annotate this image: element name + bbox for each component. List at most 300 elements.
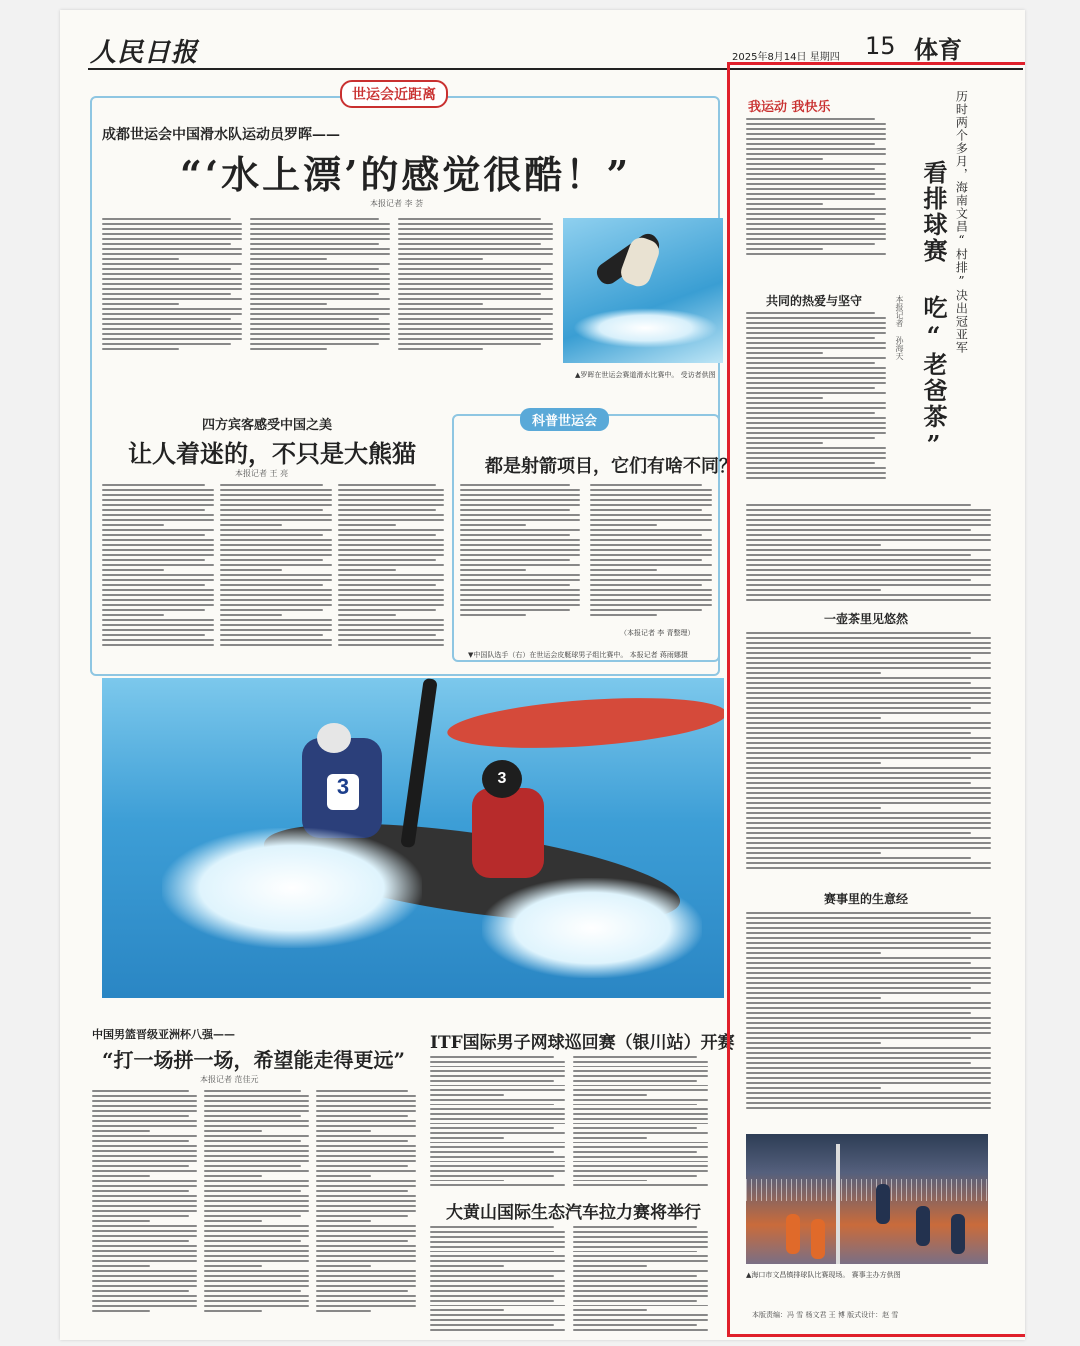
text-line <box>220 529 332 531</box>
text-line <box>746 972 991 974</box>
text-line <box>102 574 214 576</box>
text-line <box>590 499 712 501</box>
player-orange-2 <box>811 1219 825 1259</box>
text-line <box>250 228 390 230</box>
text-line <box>746 772 991 774</box>
text-line <box>92 1305 197 1307</box>
text-line <box>746 862 991 864</box>
canoe-polo-photo <box>102 678 724 998</box>
text-line <box>430 1070 565 1072</box>
story1-kicker: 成都世运会中国滑水队运动员罗晖—— <box>102 127 340 143</box>
text-line <box>250 253 390 255</box>
text-line <box>746 118 875 120</box>
text-line <box>316 1285 416 1287</box>
text-line <box>102 288 242 290</box>
text-line <box>460 534 570 536</box>
column-tag: 我运动 我快乐 <box>748 100 831 115</box>
text-line <box>102 484 205 486</box>
text-line <box>338 519 444 521</box>
text-line <box>204 1270 309 1272</box>
text-line <box>92 1190 189 1192</box>
text-line <box>746 569 991 571</box>
text-line <box>746 128 886 130</box>
story4-text-col1 <box>430 1056 565 1186</box>
explainer-signature: （本报记者 李 青整理） <box>620 629 695 637</box>
article-text-block-1 <box>746 312 886 502</box>
text-line <box>573 1099 708 1101</box>
text-line <box>398 273 553 275</box>
text-line <box>460 549 580 551</box>
text-line <box>590 539 712 541</box>
text-line <box>430 1275 554 1277</box>
text-line <box>92 1145 197 1147</box>
text-line <box>398 328 553 330</box>
text-line <box>746 183 886 185</box>
explainer-text-col1 <box>460 484 580 622</box>
text-line <box>746 509 991 511</box>
text-line <box>746 347 886 349</box>
text-line <box>430 1255 565 1257</box>
text-line <box>338 624 444 626</box>
text-line <box>430 1236 565 1238</box>
text-line <box>102 634 205 636</box>
text-line <box>573 1061 708 1063</box>
text-line <box>92 1280 197 1282</box>
text-line <box>92 1125 197 1127</box>
text-line <box>590 604 712 606</box>
text-line <box>460 484 570 486</box>
text-line <box>746 524 991 526</box>
text-line <box>590 574 712 576</box>
text-line <box>746 642 991 644</box>
text-line <box>746 1097 991 1099</box>
text-line <box>220 574 332 576</box>
text-line <box>204 1250 309 1252</box>
text-line <box>746 312 875 314</box>
text-line <box>398 258 483 260</box>
kayak-photo-caption: ▼中国队选手（右）在世运会皮艇球男子组比赛中。 本报记者 蒋雨娜摄 <box>468 651 688 659</box>
text-line <box>316 1195 416 1197</box>
text-line <box>746 193 875 195</box>
text-line <box>746 822 991 824</box>
text-line <box>102 519 214 521</box>
water-wake <box>573 308 718 348</box>
text-line <box>204 1245 309 1247</box>
text-line <box>430 1290 565 1292</box>
text-line <box>338 619 444 621</box>
text-line <box>92 1310 150 1312</box>
text-line <box>102 559 205 561</box>
text-line <box>746 722 991 724</box>
text-line <box>430 1300 554 1302</box>
text-line <box>92 1215 189 1217</box>
text-line <box>573 1066 708 1068</box>
text-line <box>398 223 553 225</box>
text-line <box>316 1120 416 1122</box>
text-line <box>590 549 712 551</box>
text-line <box>398 303 483 305</box>
text-line <box>92 1265 150 1267</box>
text-line <box>746 702 991 704</box>
text-line <box>746 957 991 959</box>
text-line <box>102 489 214 491</box>
text-line <box>102 539 214 541</box>
story5-text-col1 <box>430 1226 565 1331</box>
text-line <box>746 352 823 354</box>
text-line <box>250 318 379 320</box>
text-line <box>746 857 971 859</box>
text-line <box>398 293 541 295</box>
text-line <box>746 422 886 424</box>
text-line <box>204 1200 309 1202</box>
text-line <box>746 327 886 329</box>
text-line <box>204 1120 309 1122</box>
text-line <box>573 1184 708 1186</box>
text-line <box>746 188 886 190</box>
text-line <box>746 697 991 699</box>
text-line <box>250 348 327 350</box>
article-subhead-2: 一壶茶里见悠然 <box>824 612 909 626</box>
text-line <box>338 629 444 631</box>
text-line <box>102 328 242 330</box>
text-line <box>430 1056 554 1058</box>
text-line <box>573 1137 647 1139</box>
text-line <box>398 308 553 310</box>
text-line <box>204 1215 301 1217</box>
player-navy-2 <box>916 1206 930 1246</box>
text-line <box>204 1145 309 1147</box>
text-line <box>573 1226 697 1228</box>
text-line <box>338 584 436 586</box>
text-line <box>92 1170 197 1172</box>
text-line <box>746 248 823 250</box>
text-line <box>220 629 332 631</box>
text-line <box>398 253 553 255</box>
text-line <box>746 987 971 989</box>
text-line <box>573 1285 708 1287</box>
text-line <box>746 967 991 969</box>
story3-kicker: 中国男篮晋级亚洲杯八强—— <box>92 1028 235 1041</box>
text-line <box>746 534 991 536</box>
text-line <box>220 504 332 506</box>
text-line <box>746 812 991 814</box>
text-line <box>573 1324 697 1326</box>
text-line <box>746 432 886 434</box>
text-line <box>746 554 971 556</box>
text-line <box>746 243 875 245</box>
text-line <box>250 308 390 310</box>
text-line <box>746 467 886 469</box>
text-line <box>746 213 886 215</box>
text-line <box>746 1062 971 1064</box>
text-line <box>316 1175 371 1177</box>
text-line <box>338 554 444 556</box>
text-line <box>92 1185 197 1187</box>
text-line <box>220 559 323 561</box>
text-line <box>746 1102 991 1104</box>
text-line <box>746 208 886 210</box>
text-line <box>460 584 570 586</box>
text-line <box>573 1319 708 1321</box>
text-line <box>746 952 881 954</box>
text-line <box>590 544 712 546</box>
text-line <box>338 574 444 576</box>
text-line <box>746 762 881 764</box>
text-line <box>220 594 332 596</box>
text-line <box>430 1137 504 1139</box>
text-line <box>590 509 702 511</box>
text-line <box>338 594 444 596</box>
text-line <box>102 504 214 506</box>
text-line <box>102 494 214 496</box>
text-line <box>102 278 242 280</box>
text-line <box>430 1251 554 1253</box>
text-line <box>460 579 580 581</box>
text-line <box>430 1265 504 1267</box>
text-line <box>590 559 702 561</box>
text-line <box>746 218 875 220</box>
text-line <box>746 977 991 979</box>
text-line <box>338 604 444 606</box>
text-line <box>220 634 323 636</box>
text-line <box>573 1305 708 1307</box>
volleyball-photo-caption: ▲海口市文昌镇排球队比赛现场。 赛事主办方供图 <box>746 1271 901 1279</box>
text-line <box>573 1151 697 1153</box>
text-line <box>316 1180 416 1182</box>
text-line <box>746 942 991 944</box>
player-blue-helmet <box>317 723 351 753</box>
text-line <box>102 604 214 606</box>
text-line <box>102 629 214 631</box>
text-line <box>204 1275 309 1277</box>
text-line <box>746 852 881 854</box>
article-subhead-3: 赛事里的生意经 <box>824 892 909 906</box>
text-line <box>746 372 886 374</box>
text-line <box>460 544 580 546</box>
text-line <box>92 1095 197 1097</box>
page-credits: 本版责编：冯 雪 杨文君 王 博 版式设计：赵 雪 <box>752 1311 899 1319</box>
text-line <box>573 1295 708 1297</box>
text-line <box>746 1072 991 1074</box>
text-line <box>746 1047 991 1049</box>
text-line <box>102 514 214 516</box>
text-line <box>92 1270 197 1272</box>
text-line <box>204 1095 309 1097</box>
text-line <box>746 727 991 729</box>
text-line <box>316 1145 416 1147</box>
text-line <box>220 484 323 486</box>
text-line <box>102 303 179 305</box>
text-line <box>92 1140 189 1142</box>
text-line <box>460 599 580 601</box>
text-line <box>398 323 553 325</box>
text-line <box>102 348 179 350</box>
text-line <box>746 564 991 566</box>
text-line <box>590 599 712 601</box>
text-line <box>220 589 332 591</box>
text-line <box>746 837 991 839</box>
text-line <box>430 1161 565 1163</box>
text-line <box>204 1090 301 1092</box>
text-line <box>746 1042 881 1044</box>
text-line <box>316 1125 416 1127</box>
text-line <box>746 447 886 449</box>
text-line <box>430 1089 565 1091</box>
text-line <box>398 318 541 320</box>
text-line <box>746 143 875 145</box>
text-line <box>102 569 164 571</box>
text-line <box>746 932 991 934</box>
text-line <box>92 1175 150 1177</box>
text-line <box>590 529 712 531</box>
text-line <box>573 1329 708 1331</box>
text-line <box>204 1155 309 1157</box>
story3-text-col3 <box>316 1090 416 1335</box>
text-line <box>746 867 991 869</box>
text-line <box>204 1170 309 1172</box>
text-line <box>92 1260 197 1262</box>
text-line <box>204 1295 309 1297</box>
text-line <box>338 609 436 611</box>
text-line <box>746 163 886 165</box>
text-line <box>102 639 214 641</box>
text-line <box>316 1090 408 1092</box>
text-line <box>746 253 886 255</box>
story3-text-col1 <box>92 1090 197 1335</box>
text-line <box>746 1002 991 1004</box>
text-line <box>573 1231 708 1233</box>
text-line <box>220 499 332 501</box>
text-line <box>220 639 332 641</box>
text-line <box>316 1205 416 1207</box>
article-text-block-3 <box>746 632 991 884</box>
text-line <box>590 594 712 596</box>
text-line <box>92 1195 197 1197</box>
text-line <box>746 752 991 754</box>
text-line <box>430 1226 554 1228</box>
text-line <box>220 619 332 621</box>
page-section: 体育 <box>914 35 962 64</box>
text-line <box>204 1235 309 1237</box>
story4-title: ITF国际男子网球巡回赛（银川站）开赛 <box>430 1033 735 1053</box>
text-line <box>102 313 242 315</box>
text-line <box>590 584 702 586</box>
text-line <box>204 1150 309 1152</box>
text-line <box>746 427 886 429</box>
text-line <box>102 579 214 581</box>
text-line <box>746 223 886 225</box>
text-line <box>460 554 580 556</box>
text-line <box>430 1080 554 1082</box>
text-line <box>338 549 444 551</box>
text-line <box>338 534 436 536</box>
text-line <box>92 1285 197 1287</box>
text-line <box>746 1037 971 1039</box>
text-line <box>430 1285 565 1287</box>
masthead-title: 人民日报 <box>90 38 199 68</box>
text-line <box>220 644 332 646</box>
text-line <box>220 554 332 556</box>
text-line <box>746 992 991 994</box>
text-line <box>746 1107 991 1109</box>
text-line <box>746 652 991 654</box>
text-line <box>316 1230 416 1232</box>
story1-byline: 本报记者 李 荟 <box>370 199 424 208</box>
text-line <box>460 509 570 511</box>
text-line <box>746 472 886 474</box>
text-line <box>746 519 991 521</box>
text-line <box>430 1260 565 1262</box>
text-line <box>338 484 436 486</box>
text-line <box>746 392 886 394</box>
player-red <box>472 788 544 878</box>
text-line <box>338 494 444 496</box>
text-line <box>746 133 886 135</box>
article-text-block-2 <box>746 504 991 604</box>
text-line <box>746 937 971 939</box>
text-line <box>573 1113 708 1115</box>
text-line <box>220 624 332 626</box>
text-line <box>746 158 823 160</box>
text-line <box>746 717 881 719</box>
text-line <box>573 1165 708 1167</box>
text-line <box>746 777 991 779</box>
story2-text-col2 <box>220 484 332 664</box>
text-line <box>573 1260 708 1262</box>
text-line <box>398 263 553 265</box>
story2-title: 让人着迷的，不只是大熊猫 <box>128 439 416 468</box>
text-line <box>746 632 971 634</box>
text-line <box>102 343 231 345</box>
text-line <box>204 1290 301 1292</box>
text-line <box>430 1094 504 1096</box>
text-line <box>430 1108 565 1110</box>
text-line <box>92 1155 197 1157</box>
text-line <box>590 494 712 496</box>
text-line <box>92 1090 189 1092</box>
text-line <box>204 1220 262 1222</box>
text-line <box>316 1290 408 1292</box>
text-line <box>92 1180 197 1182</box>
text-line <box>204 1310 262 1312</box>
text-line <box>746 457 886 459</box>
volleyball-net <box>746 1179 988 1201</box>
text-line <box>573 1275 697 1277</box>
text-line <box>220 549 332 551</box>
explainer-title: 都是射箭项目，它们有啥不同？ <box>485 456 737 477</box>
text-line <box>746 539 991 541</box>
text-line <box>204 1165 301 1167</box>
text-line <box>316 1210 416 1212</box>
text-line <box>102 589 214 591</box>
text-line <box>746 677 991 679</box>
text-line <box>746 1077 991 1079</box>
text-line <box>92 1225 197 1227</box>
text-line <box>204 1180 309 1182</box>
text-line <box>746 138 886 140</box>
text-line <box>746 732 971 734</box>
text-line <box>746 437 875 439</box>
text-line <box>316 1170 416 1172</box>
text-line <box>430 1241 565 1243</box>
text-line <box>573 1290 708 1292</box>
text-line <box>430 1305 565 1307</box>
text-line <box>204 1185 309 1187</box>
text-line <box>204 1130 262 1132</box>
text-line <box>746 787 991 789</box>
text-line <box>746 377 886 379</box>
text-line <box>746 667 991 669</box>
